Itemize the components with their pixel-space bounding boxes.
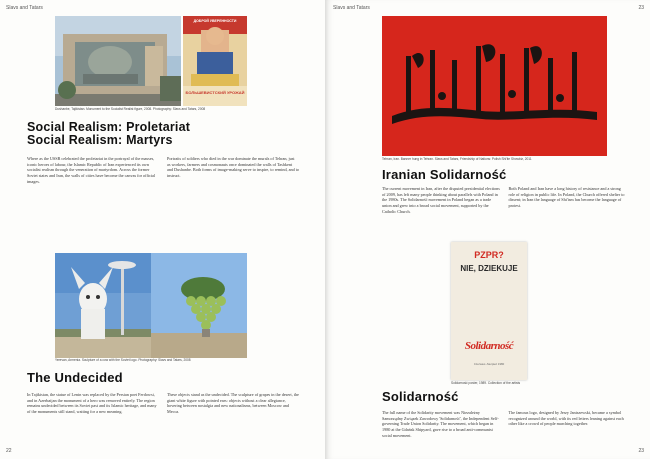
banner-caption: Tehran, Iran. Banner hung in Tehran. Slavs and Tatars, Friendship of Nations: Polish Shi'ite Showbiz, 2011	[382, 157, 532, 161]
photo2-caption: Yerevan, Armenia. Sculpture of a cow with the Soviet logo. Photography: Slavs and Tatars, 2008	[55, 358, 191, 362]
running-head-left: Slavs and Tatars	[6, 5, 43, 11]
paragraph: Where as the USSR celebrated the proletariat in the portrayal of the masses, iconic heroes of labour, the Islamic Republic of Iran experienced its own socialist realism through the veneration of martyrdom. Across the former Soviet states and Iran, the walls of cities have become the canvas for official images.	[27, 156, 156, 184]
poster-pzpr-text: PZPR?	[474, 250, 504, 260]
body-solidarnosc	[382, 410, 627, 446]
poster-date-text: Czerwiec–Sierpień 1980	[473, 362, 505, 366]
page-number-left: 22	[6, 448, 12, 454]
page-number-right: 23	[638, 448, 644, 454]
paragraph: The famous logo, designed by Jerzy Janiszewski, became a symbol recognized around the world, with its red letters leaning against each other like a crowd of people marching together.	[508, 410, 624, 427]
sculptures-photo	[55, 253, 247, 358]
paragraph: Portraits of soldiers who died in the war dominate the murals of Tehran, just as workers, farmers and cosmonauts once dominated the walls of Tashkent and Dushanbe. Both forms of image-making serve to inspire, to remind, and to instruct.	[167, 156, 299, 179]
poster-solidarnosc-logo: Solidarność	[464, 340, 514, 352]
body-iranian-solidarnosc	[382, 186, 627, 234]
heading-solidarnosc: Solidarność	[382, 389, 459, 404]
paragraph: The current movement in Iran, after the disputed presidential elections of 2009, has left many people thinking about parallels with Poland in the 1980s. The Solidarność movement in Poland began as a trade union and grew into a broad social movement, supported by the Catholic Church.	[382, 186, 500, 214]
mural-building-photo	[55, 16, 181, 106]
heading-undecided: The Undecided	[27, 370, 123, 385]
heading-line-martyrs: Social Realism: Martyrs	[27, 133, 173, 148]
photo1-caption: Dushanbe, Tajikistan. Monument to the Socialist Realist figure, 2008. Photography: Slavs and Tatars, 2008	[55, 107, 206, 111]
red-banner-calligraphy	[382, 16, 607, 156]
body-undecided	[27, 392, 299, 444]
running-head-right: Slavs and Tatars	[333, 5, 370, 11]
poster-nie-dziekuje-text: NIE, DZIEKUJE	[460, 264, 518, 273]
paragraph: The full name of the Solidarity movement was Niezależny Samorządny Związek Zawodowy 'Solidarność', the Independent Self-governing Trade Union Solidarity. The movement, which began in 1980 at the Gdańsk Shipyard, gave rise to a broad anti-communist social movement.	[382, 410, 499, 438]
heading-social-realism	[27, 121, 190, 147]
body-social-realism	[27, 156, 299, 186]
poster-top-text: ДОБРОЙ УВЕРЕННОСТИ	[193, 19, 237, 23]
poster-bottom-text: БОЛЬШЕВИСТСКИЙ УРОЖАЙ	[185, 90, 245, 95]
page-number-top-right: 23	[638, 5, 644, 11]
paragraph: In Tajikistan, the statue of Lenin was replaced by the Persian poet Ferdowsi, and in Azerbaijan the monument of a hero was removed entirely. The region remains undecided between its Soviet past and its Islamic heritage, and many of the monuments still stand, waiting for a new meaning.	[27, 392, 157, 415]
heading-iranian-solidarnosc: Iranian Solidarność	[382, 167, 507, 182]
paragraph: Both Poland and Iran have a long history of resistance and a strong role of religion in public life. In Poland, the Church offered shelter to dissent; in Iran the language of Shi'ism has become the language of protest.	[508, 186, 625, 209]
poster-caption: Solidarność poster, 1989. Collection of the artists	[451, 381, 521, 385]
solidarnosc-poster	[451, 242, 527, 380]
right-page	[325, 0, 650, 459]
paragraph: These objects stand as the undecided. The sculpture of grapes in the desert, the giant white figure with pointed ears: objects without a clear allegiance, hovering between nostalgia and new nationalisms, between Moscow and Mecca.	[167, 392, 299, 415]
heading-line-proletariat: Social Realism: Proletariat	[27, 120, 191, 134]
